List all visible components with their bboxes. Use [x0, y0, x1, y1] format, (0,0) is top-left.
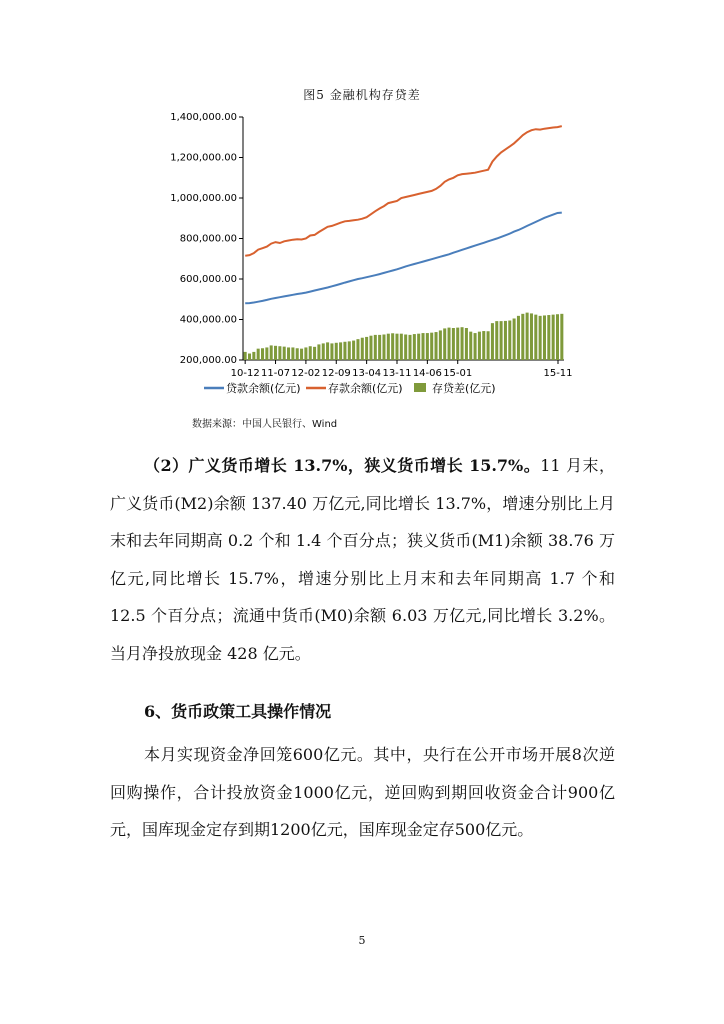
gap-bar	[448, 328, 451, 360]
gap-bar	[391, 333, 394, 360]
page-number: 5	[358, 934, 366, 947]
gap-bar	[482, 331, 485, 360]
gap-bar	[478, 332, 481, 360]
gap-bar	[330, 343, 333, 360]
gap-bar	[417, 334, 420, 360]
legend-label: 贷款余额(亿元)	[226, 382, 301, 395]
y-tick-label: 600,000.00	[179, 274, 237, 285]
gap-bar	[313, 347, 316, 360]
gap-bar	[474, 333, 477, 360]
legend-swatch	[414, 383, 426, 392]
figure-source: 数据来源：中国人民银行、Wind	[192, 419, 338, 430]
gap-bar	[296, 348, 299, 360]
paragraph-money-supply	[110, 447, 615, 672]
gap-bar	[343, 342, 346, 360]
gap-bar	[356, 339, 359, 360]
gap-bar	[248, 354, 251, 360]
gap-bar	[530, 313, 533, 360]
x-tick-label: 15-01	[443, 368, 473, 379]
series-lines	[245, 126, 562, 303]
gap-bar	[335, 343, 338, 360]
gap-bars	[244, 313, 564, 360]
gap-bar	[278, 346, 281, 360]
gap-bar	[408, 335, 411, 360]
gap-bar	[534, 315, 537, 360]
gap-bar	[300, 349, 303, 360]
gap-bar	[287, 347, 290, 360]
gap-bar	[547, 315, 550, 360]
gap-bar	[521, 314, 524, 360]
gap-bar	[304, 347, 307, 360]
gap-bar	[369, 336, 372, 360]
gap-bar	[252, 352, 255, 360]
deposits-line	[245, 126, 562, 256]
gap-bar	[322, 343, 325, 360]
x-tick-label: 13-04	[352, 368, 382, 379]
gap-bar	[443, 328, 446, 360]
gap-bar	[508, 321, 511, 360]
gap-bar	[539, 316, 542, 360]
y-tick-label: 1,200,000.00	[170, 152, 237, 164]
gap-bar	[374, 335, 377, 360]
x-tick-label: 11-07	[261, 368, 291, 379]
gap-bar	[556, 314, 559, 360]
gap-bar	[461, 327, 464, 360]
gap-bar	[387, 334, 390, 360]
section-heading: 6、货币政策工具操作情况	[144, 702, 332, 721]
gap-bar	[348, 341, 351, 360]
loans-line	[245, 213, 562, 304]
gap-bar	[283, 347, 286, 360]
x-tick-label: 13-11	[382, 368, 412, 379]
gap-bar	[422, 333, 425, 360]
gap-bar	[491, 323, 494, 360]
y-tick-label: 800,000.00	[179, 233, 237, 245]
legend-label: 存款余额(亿元)	[328, 382, 403, 395]
gap-bar	[426, 333, 429, 360]
gap-bar	[274, 346, 277, 360]
gap-bar	[261, 348, 264, 360]
gap-bar	[378, 335, 381, 360]
gap-bar	[317, 344, 320, 360]
gap-bar	[560, 314, 563, 360]
gap-bar	[439, 330, 442, 360]
gap-bar	[495, 321, 498, 360]
gap-bar	[270, 345, 273, 360]
gap-bar	[526, 313, 529, 360]
gap-bar	[487, 331, 490, 360]
legend-label: 存贷差(亿元)	[432, 382, 496, 395]
gap-bar	[365, 337, 368, 360]
gap-bar	[435, 332, 438, 360]
y-tick-label: 1,400,000.00	[170, 112, 237, 123]
gap-bar	[504, 321, 507, 360]
gap-bar	[265, 347, 268, 360]
gap-bar	[452, 328, 455, 360]
y-tick-label: 400,000.00	[179, 314, 237, 326]
x-tick-label: 12-02	[291, 368, 321, 379]
gap-bar	[404, 334, 407, 360]
gap-bar	[456, 328, 459, 360]
gap-bar	[543, 315, 546, 360]
y-tick-label: 1,000,000.00	[170, 193, 237, 204]
x-tick-label: 14-06	[412, 368, 442, 379]
paragraph-money-supply-heading: （2）广义货币增长 13.7%，狭义货币增长 15.7%。	[144, 456, 541, 475]
paragraph-policy-tools: 本月实现资金净回笼600亿元。其中，央行在公开市场开展8次逆回购操作，合计投放资金1000亿元，逆回购到期回收资金合计900亿元，国库现金定存到期1200亿元，国库现金定存500亿元。	[110, 745, 615, 839]
gap-bar	[352, 341, 355, 360]
gap-bar	[395, 334, 398, 360]
gap-bar	[326, 342, 329, 360]
gap-bar	[244, 352, 247, 360]
x-tick-label: 10-12	[230, 368, 260, 379]
gap-bar	[465, 328, 468, 360]
gap-bar	[361, 338, 364, 360]
x-tick-label: 12-09	[321, 368, 351, 379]
chart-legend	[204, 381, 496, 395]
gap-bar	[382, 334, 385, 360]
gap-bar	[291, 347, 294, 360]
gap-bar	[339, 342, 342, 360]
figure-title: 图5 金融机构存贷差	[303, 88, 421, 102]
gap-bar	[430, 333, 433, 360]
gap-bar	[552, 315, 555, 360]
gap-bar	[309, 346, 312, 360]
gap-bar	[517, 316, 520, 360]
x-tick-label: 15-11	[543, 368, 573, 379]
gap-bar	[257, 349, 260, 360]
gap-bar	[400, 334, 403, 360]
y-tick-label: 200,000.00	[179, 355, 237, 366]
gap-bar	[469, 332, 472, 360]
deposit-loan-chart	[150, 108, 580, 408]
paragraph-money-supply-body: 11 月末，广义货币(M2)余额 137.40 万亿元,同比增长 13.7%，增速分别比上月末和去年同期高 0.2 个和 1.4 个百分点；狭义货币(M1)余额 38.76 万亿元,同比增长 15.7%，增速分别比上月末和去年同期高 1.7 个和 12.5 个百分点；流通中货币(M0)余额 6.03 万亿元,同比增长 3.2%。当月净投放现金 428 亿元。	[110, 456, 615, 663]
gap-bar	[413, 334, 416, 360]
gap-bar	[513, 318, 516, 360]
gap-bar	[500, 321, 503, 360]
